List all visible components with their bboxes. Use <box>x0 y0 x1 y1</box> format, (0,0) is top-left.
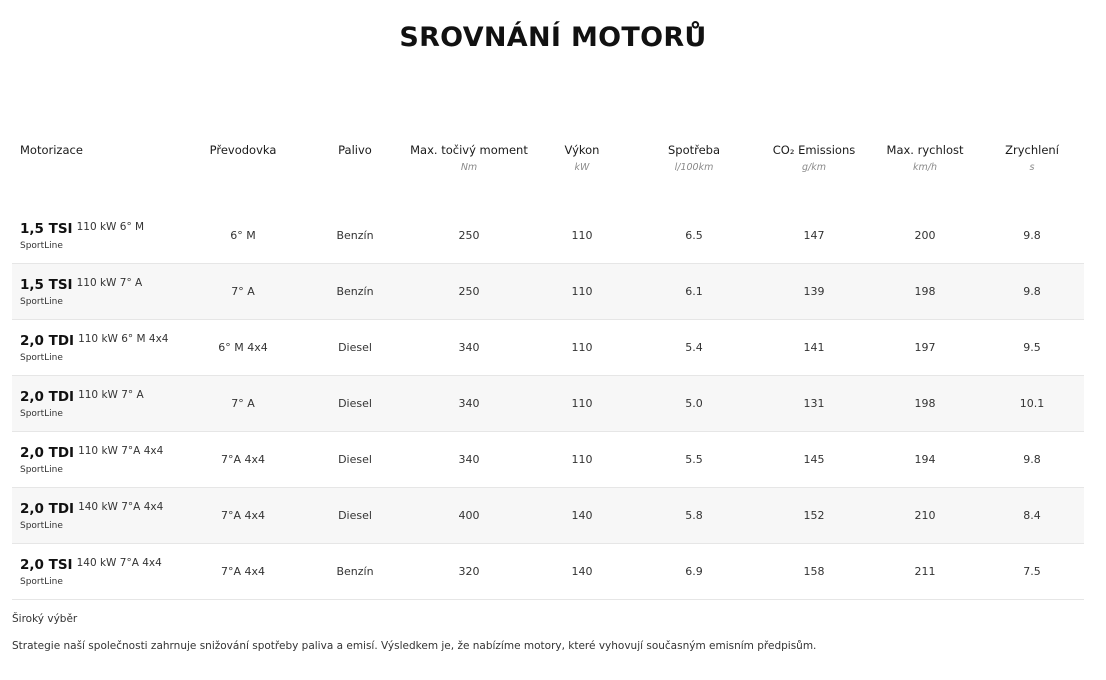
cell-prevodovka: 6° M 4x4 <box>180 320 306 376</box>
cell-moment: 400 <box>404 488 534 544</box>
engine-comparison-table <box>12 143 1084 600</box>
cell-spotreba: 6.9 <box>630 544 758 600</box>
table-row <box>12 376 1084 432</box>
cell-co2: 131 <box>758 376 870 432</box>
header-prevodovka <box>180 143 306 208</box>
cell-palivo: Diesel <box>306 488 404 544</box>
motor-spec: 110 kW 7° A <box>76 276 143 289</box>
cell-moment: 320 <box>404 544 534 600</box>
header-label: Palivo <box>338 143 372 157</box>
cell-co2: 141 <box>758 320 870 376</box>
header-label: Převodovka <box>209 143 277 157</box>
motor-spec: 110 kW 6° M 4x4 <box>78 332 169 345</box>
table-row <box>12 544 1084 600</box>
cell-palivo: Benzín <box>306 208 404 264</box>
cell-motorizace <box>12 208 180 264</box>
cell-prevodovka: 7° A <box>180 264 306 320</box>
cell-prevodovka: 7°A 4x4 <box>180 544 306 600</box>
header-label: Spotřeba <box>667 143 721 157</box>
cell-vykon: 110 <box>534 432 630 488</box>
motor-name: 2,0 TDI <box>20 500 75 517</box>
cell-palivo: Diesel <box>306 432 404 488</box>
cell-moment: 250 <box>404 208 534 264</box>
motor-spec: 140 kW 7°A 4x4 <box>76 556 162 569</box>
motor-name: 1,5 TSI <box>20 220 73 237</box>
table-row <box>12 488 1084 544</box>
cell-palivo: Benzín <box>306 264 404 320</box>
header-vykon <box>534 143 630 208</box>
motor-trim: SportLine <box>20 464 63 475</box>
header-unit: kW <box>574 162 590 173</box>
cell-zrychleni: 9.8 <box>980 264 1084 320</box>
cell-motorizace <box>12 432 180 488</box>
cell-moment: 340 <box>404 320 534 376</box>
cell-rychlost: 211 <box>870 544 980 600</box>
cell-motorizace <box>12 264 180 320</box>
motor-trim: SportLine <box>20 520 63 531</box>
cell-zrychleni: 9.8 <box>980 208 1084 264</box>
motor-spec: 140 kW 7°A 4x4 <box>78 500 164 513</box>
motor-name: 2,0 TDI <box>20 444 75 461</box>
cell-motorizace <box>12 376 180 432</box>
cell-moment: 340 <box>404 376 534 432</box>
header-label: Výkon <box>564 143 600 157</box>
motor-spec: 110 kW 7°A 4x4 <box>78 444 164 457</box>
cell-prevodovka: 7°A 4x4 <box>180 488 306 544</box>
cell-vykon: 110 <box>534 376 630 432</box>
cell-palivo: Benzín <box>306 544 404 600</box>
cell-rychlost: 194 <box>870 432 980 488</box>
motor-name: 1,5 TSI <box>20 276 73 293</box>
cell-zrychleni: 7.5 <box>980 544 1084 600</box>
cell-prevodovka: 6° M <box>180 208 306 264</box>
cell-vykon: 110 <box>534 264 630 320</box>
cell-prevodovka: 7°A 4x4 <box>180 432 306 488</box>
header-label: Max. rychlost <box>886 143 964 157</box>
header-unit: g/km <box>802 162 826 173</box>
motor-trim: SportLine <box>20 408 63 419</box>
cell-rychlost: 200 <box>870 208 980 264</box>
header-zrychleni <box>980 143 1084 208</box>
header-label: Zrychlení <box>1005 143 1059 157</box>
cell-co2: 145 <box>758 432 870 488</box>
header-motorizace <box>12 143 180 208</box>
cell-spotreba: 5.5 <box>630 432 758 488</box>
cell-spotreba: 5.4 <box>630 320 758 376</box>
cell-spotreba: 6.1 <box>630 264 758 320</box>
cell-vykon: 110 <box>534 208 630 264</box>
motor-spec: 110 kW 7° A <box>78 388 144 401</box>
cell-vykon: 110 <box>534 320 630 376</box>
cell-co2: 147 <box>758 208 870 264</box>
motor-name: 2,0 TDI <box>20 388 75 405</box>
motor-name: 2,0 TDI <box>20 332 75 349</box>
table-row <box>12 264 1084 320</box>
cell-vykon: 140 <box>534 544 630 600</box>
page-title: SROVNÁNÍ MOTORŮ <box>399 22 707 53</box>
header-label: Motorizace <box>20 143 83 157</box>
header-unit: Nm <box>460 162 478 173</box>
cell-zrychleni: 9.8 <box>980 432 1084 488</box>
table-header-row <box>12 143 1084 208</box>
table-row <box>12 432 1084 488</box>
cell-spotreba: 6.5 <box>630 208 758 264</box>
cell-palivo: Diesel <box>306 376 404 432</box>
footer-heading: Široký výběr <box>12 613 78 625</box>
cell-co2: 152 <box>758 488 870 544</box>
header-co2 <box>758 143 870 208</box>
cell-motorizace <box>12 544 180 600</box>
header-spotreba <box>630 143 758 208</box>
cell-rychlost: 197 <box>870 320 980 376</box>
cell-palivo: Diesel <box>306 320 404 376</box>
cell-rychlost: 198 <box>870 376 980 432</box>
header-unit: km/h <box>913 162 937 173</box>
header-label: CO₂ Emissions <box>772 143 856 157</box>
footer-text: Strategie naší společnosti zahrnuje snižování spotřeby paliva a emisí. Výsledkem je, že nabízíme motory, které vyhovují současným emisním předpisům. <box>12 640 817 652</box>
header-label: Max. točivý moment <box>410 143 528 157</box>
cell-co2: 139 <box>758 264 870 320</box>
motor-trim: SportLine <box>20 576 63 587</box>
table-row <box>12 320 1084 376</box>
cell-co2: 158 <box>758 544 870 600</box>
cell-vykon: 140 <box>534 488 630 544</box>
cell-prevodovka: 7° A <box>180 376 306 432</box>
header-unit: l/100km <box>674 162 714 173</box>
cell-rychlost: 210 <box>870 488 980 544</box>
header-palivo <box>306 143 404 208</box>
motor-spec: 110 kW 6° M <box>76 220 145 233</box>
header-unit: s <box>1029 162 1035 173</box>
cell-spotreba: 5.0 <box>630 376 758 432</box>
cell-rychlost: 198 <box>870 264 980 320</box>
cell-spotreba: 5.8 <box>630 488 758 544</box>
cell-zrychleni: 9.5 <box>980 320 1084 376</box>
cell-zrychleni: 10.1 <box>980 376 1084 432</box>
header-rychlost <box>870 143 980 208</box>
cell-moment: 250 <box>404 264 534 320</box>
header-moment <box>404 143 534 208</box>
motor-trim: SportLine <box>20 240 63 251</box>
motor-name: 2,0 TSI <box>20 556 73 573</box>
cell-motorizace <box>12 320 180 376</box>
cell-moment: 340 <box>404 432 534 488</box>
table-row <box>12 208 1084 264</box>
cell-motorizace <box>12 488 180 544</box>
motor-trim: SportLine <box>20 352 63 363</box>
motor-trim: SportLine <box>20 296 63 307</box>
cell-zrychleni: 8.4 <box>980 488 1084 544</box>
